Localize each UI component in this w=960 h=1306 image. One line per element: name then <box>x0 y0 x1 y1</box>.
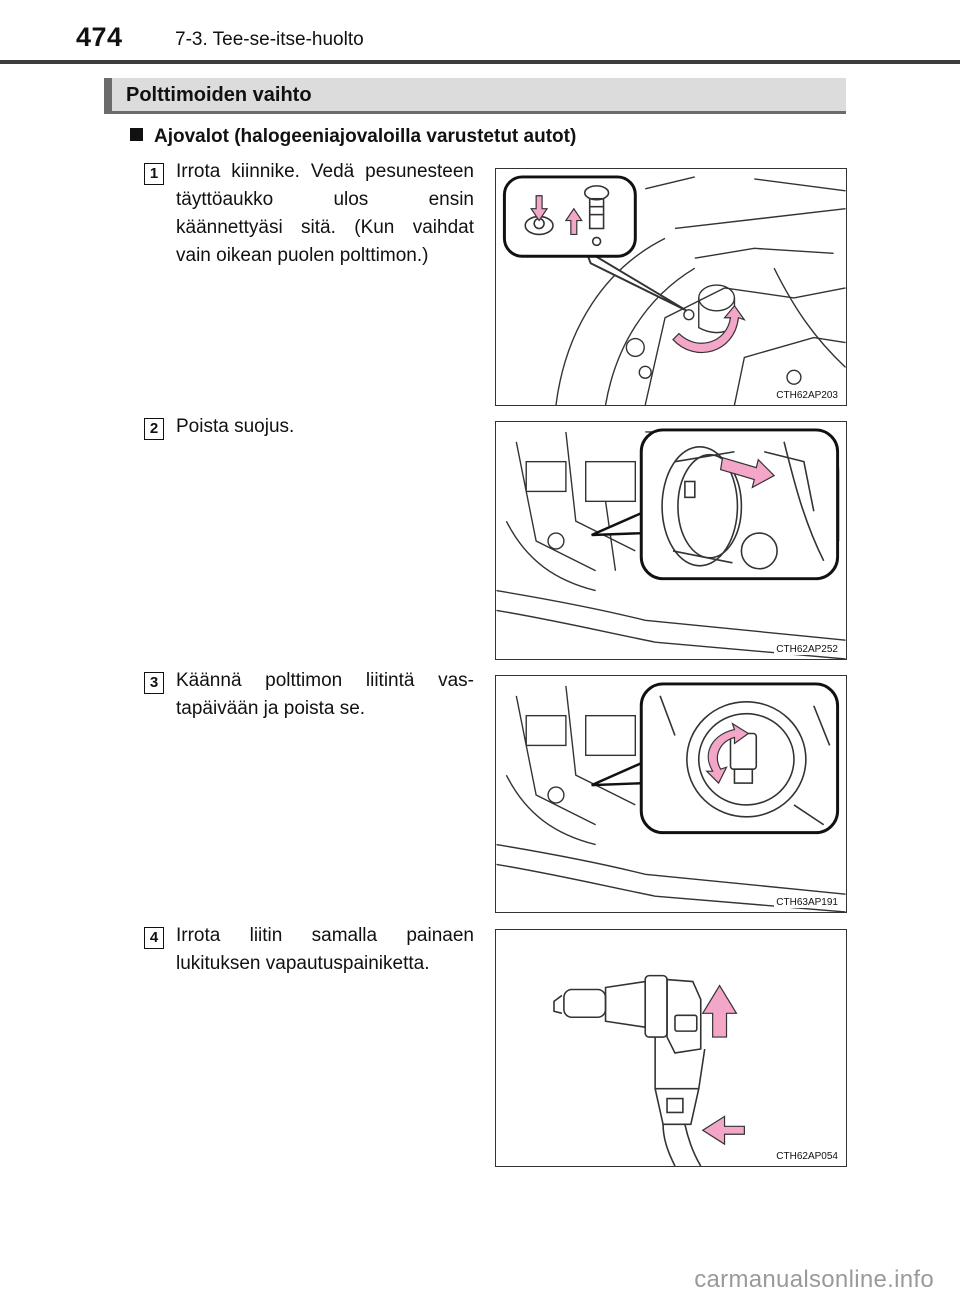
step-illustration <box>495 168 847 406</box>
step-number: 4 <box>144 927 164 949</box>
figure-code: CTH62AP054 <box>776 1151 838 1162</box>
washer-tank-illustration <box>496 169 846 405</box>
step-illustration <box>495 929 847 1167</box>
figure-code: CTH62AP252 <box>776 644 838 655</box>
section-heading <box>104 78 846 114</box>
step-text: Irrota kiinnike. Vedä pesunesteen täyttöaukko ulos ensin käännettyäsi sitä. (Kun vaihdat vain oikean puolen polttimon.) <box>176 161 474 266</box>
section-accent <box>104 78 112 111</box>
step-text: Poista suojus. <box>176 416 295 437</box>
step-text: Irrota liitin samalla painaen lukituksen vapautuspainiketta. <box>176 925 474 974</box>
watermark: carmanualsonline.info <box>694 1266 934 1293</box>
step-number: 2 <box>144 418 164 440</box>
header-rule <box>0 60 960 64</box>
step-text: Käännä polttimon liitintä vastapäivään ja poista se. <box>176 670 474 719</box>
step-number: 3 <box>144 672 164 694</box>
page-number: 474 <box>76 22 123 52</box>
square-bullet-icon <box>130 128 143 141</box>
step-number: 1 <box>144 163 164 185</box>
headlight-cover-illustration <box>496 422 846 659</box>
section-title: Polttimoiden vaihto <box>126 84 312 106</box>
figure-code: CTH62AP203 <box>776 390 838 401</box>
figure-code: CTH63AP191 <box>776 897 838 908</box>
step-illustration <box>495 421 847 660</box>
step-illustration <box>495 675 847 913</box>
chapter-title: 7-3. Tee-se-itse-huolto <box>175 29 364 50</box>
bulb-release-illustration <box>496 930 846 1166</box>
subsection-heading <box>130 126 576 148</box>
bulb-connector-illustration <box>496 676 846 912</box>
subsection-title: Ajovalot (halogeeniajovaloilla varustetut autot) <box>154 126 577 147</box>
